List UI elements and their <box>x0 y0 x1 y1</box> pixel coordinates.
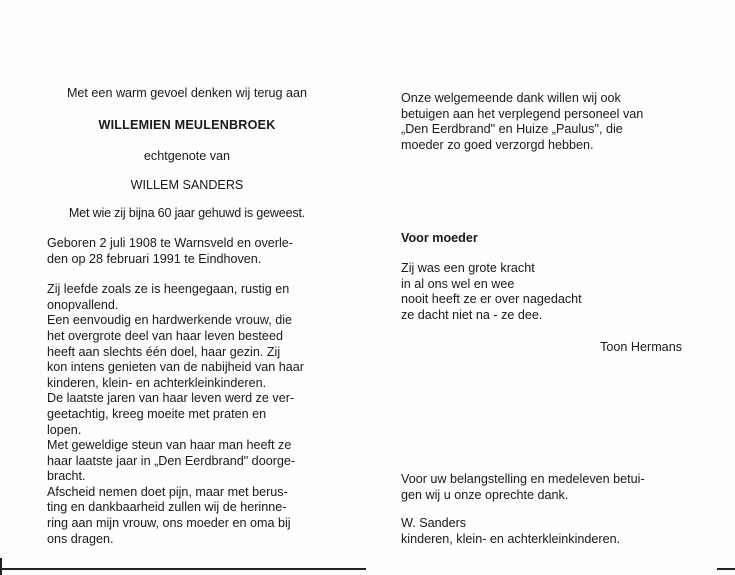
poem-line: in al ons wel en wee <box>401 276 515 291</box>
left-column <box>47 86 327 547</box>
text-line: Afscheid nemen doet pijn, maar met berus- <box>47 484 288 499</box>
text-line: ons dragen. <box>47 531 114 546</box>
text-line: Met geweldige steun van haar man heeft ze <box>47 438 292 453</box>
text-line: Zij leefde zoals ze is heengegaan, rustig en <box>47 282 290 297</box>
deceased-name: WILLEMIEN MEULENBROEK <box>98 117 276 132</box>
text-line: kinderen, klein- en achterkleinkinderen. <box>47 375 267 390</box>
text-line: bracht. <box>47 469 86 484</box>
bottom-divider-line <box>0 568 366 570</box>
text-line: Onze welgemeende dank willen wij ook <box>401 91 621 105</box>
text-line: Een eenvoudig en hardwerkende vrouw, die <box>47 313 293 328</box>
text-line: betuigen aan het verplegend personeel van <box>401 106 644 121</box>
spouse-intro: echtgenote van <box>143 149 231 164</box>
text-line: den op 28 februari 1991 te Eindhoven. <box>47 251 262 266</box>
text-line: onopvallend. <box>47 297 119 312</box>
text-line: Voor uw belangstelling en medeleven betui- <box>401 472 645 486</box>
signature-line: kinderen, klein- en achterkleinkinderen. <box>401 531 621 546</box>
text-line: kon intens genieten van de nabijheid van haar <box>47 360 304 375</box>
birth-death-paragraph <box>47 236 327 267</box>
bottom-divider-line-right <box>717 568 735 570</box>
signature <box>401 516 682 547</box>
right-column <box>401 91 682 356</box>
life-paragraph <box>47 282 327 547</box>
intro-text: Met een warm gevoel denken wij terug aan <box>66 86 308 100</box>
spouse-name: WILLEM SANDERS <box>130 177 244 192</box>
closing-section <box>401 472 682 547</box>
poem-line: ze dacht niet na - ze dee. <box>401 307 543 322</box>
poem-line: nooit heeft ze er over nagedacht <box>401 292 582 307</box>
thanks-paragraph <box>401 91 682 153</box>
text-line: „Den Eerdbrand" en Huize „Paulus", die <box>401 122 623 137</box>
closing-paragraph <box>401 472 682 503</box>
text-line: lopen. <box>47 422 82 437</box>
poem-title: Voor moeder <box>401 231 478 246</box>
text-line: geetachtig, kreeg moeite met praten en <box>47 406 267 421</box>
text-line: De laatste jaren van haar leven werd ze ver- <box>47 391 295 406</box>
edge-mark <box>0 558 2 575</box>
text-line: ting en dankbaarheid zullen wij de herinne- <box>47 500 287 515</box>
signature-line: W. Sanders <box>401 516 467 531</box>
text-line: Geboren 2 juli 1908 te Warnsveld en overle- <box>47 235 293 250</box>
text-line: heeft aan slechts één doel, haar gezin. Zij <box>47 344 281 359</box>
text-line: ring aan mijn vrouw, ons moeder en oma bij <box>47 516 291 531</box>
poem <box>401 261 682 323</box>
poem-line: Zij was een grote kracht <box>401 260 535 275</box>
marriage-text: Met wie zij bijna 60 jaar gehuwd is geweest. <box>68 206 306 221</box>
text-line: moeder zo goed verzorgd hebben. <box>401 137 594 152</box>
text-line: het overgrote deel van haar leven besteed <box>47 328 283 343</box>
poem-author: Toon Hermans <box>600 340 682 355</box>
text-line: haar laatste jaar in „Den Eerdbrand" doorge- <box>47 453 296 468</box>
text-line: gen wij u onze oprechte dank. <box>401 487 569 502</box>
